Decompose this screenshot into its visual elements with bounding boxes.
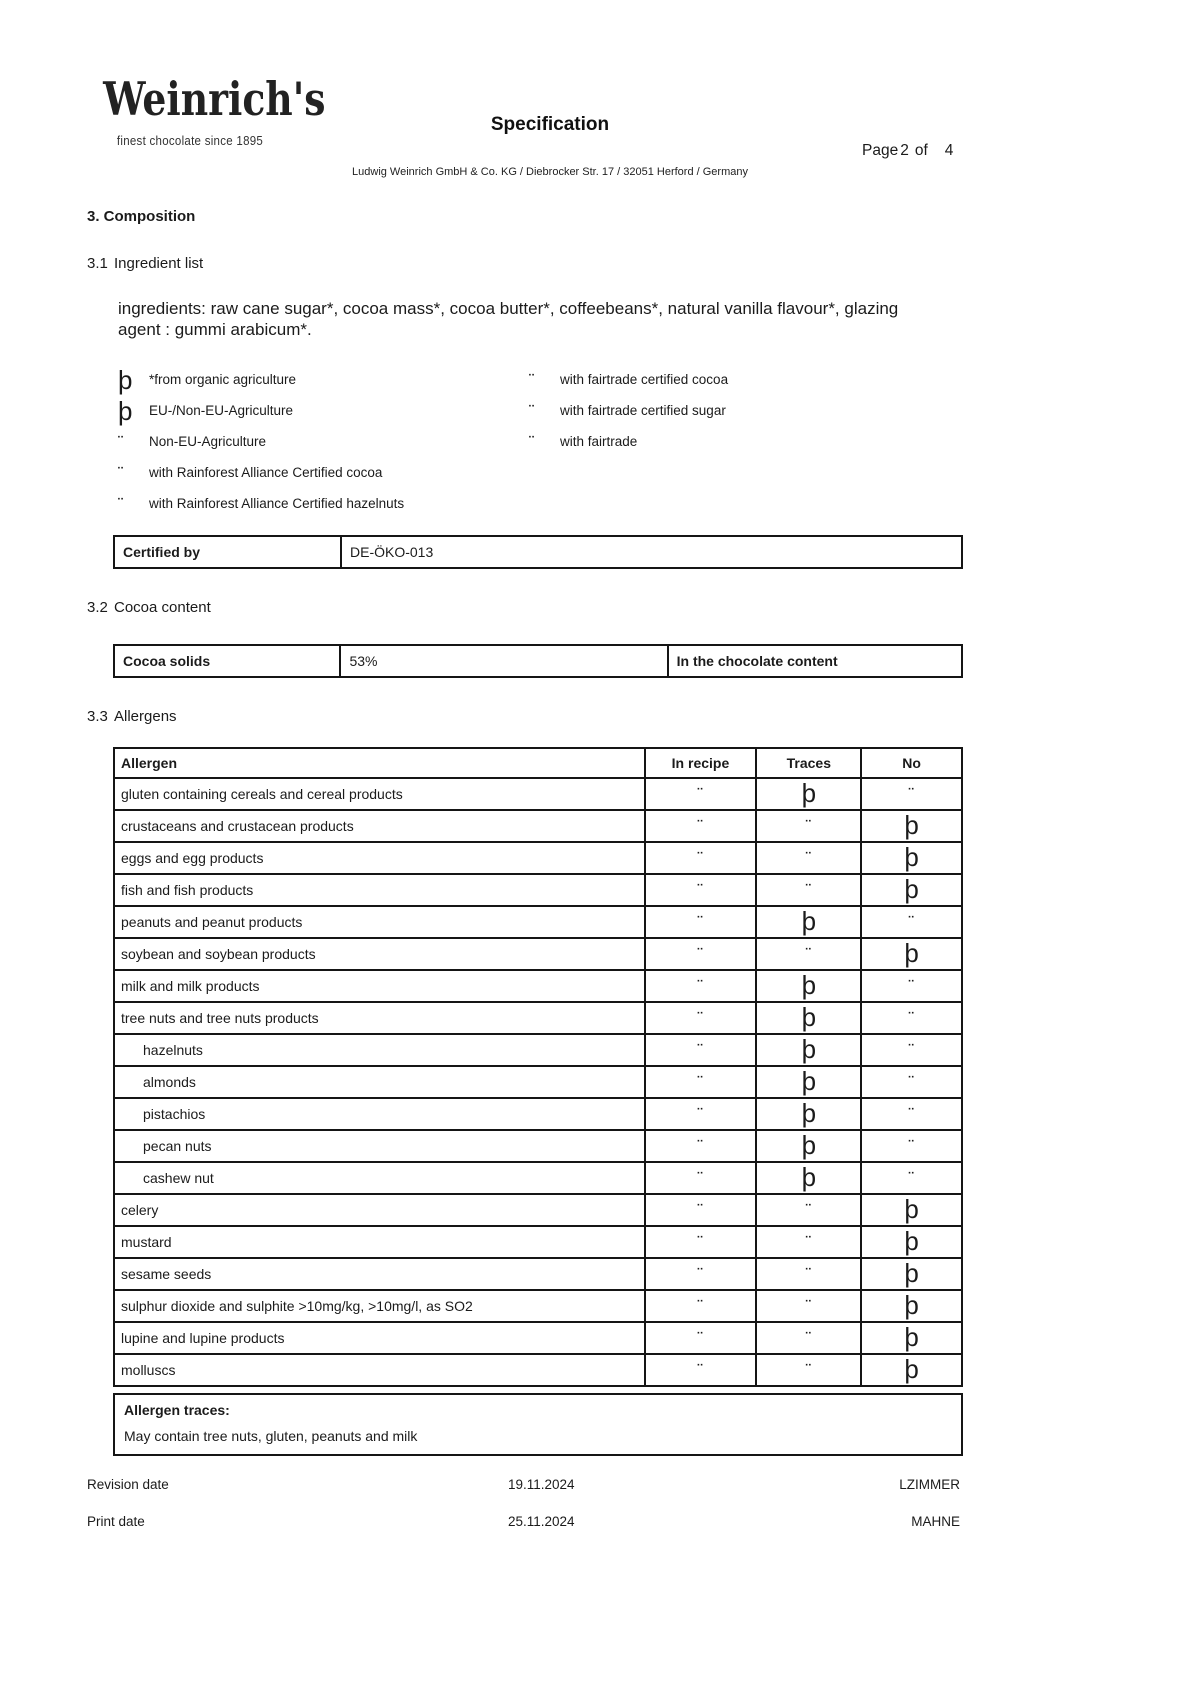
page-number-of: of <box>914 142 928 159</box>
table-row <box>114 1066 962 1098</box>
checkbox-unchecked-icon: ¨ <box>908 913 915 930</box>
mark-cell-unchecked <box>645 1098 757 1130</box>
checkbox-checked-icon: þ <box>801 969 817 1000</box>
cocoa-solids-label: Cocoa solids <box>114 645 340 677</box>
mark-cell-unchecked <box>756 1226 861 1258</box>
mark-cell-unchecked <box>756 842 861 874</box>
certification-options-left <box>87 364 529 519</box>
certified-by-table <box>113 535 963 569</box>
footer-date: 25.11.2024 <box>508 1514 575 1529</box>
mark-cell-unchecked <box>861 1002 962 1034</box>
table-row <box>114 842 962 874</box>
checkbox-unchecked-icon: ¨ <box>805 1329 812 1346</box>
option-checkbox <box>118 364 149 395</box>
checkbox-checked-icon: þ <box>801 1129 817 1160</box>
allergen-table <box>113 747 963 1387</box>
page-number-current: 2 <box>900 142 909 159</box>
allergen-name: pecan nuts <box>114 1130 645 1162</box>
mark-cell-unchecked <box>756 1354 861 1386</box>
mark-cell-checked <box>756 906 861 938</box>
section-heading-composition: 3. Composition <box>87 208 196 225</box>
mark-cell-unchecked <box>756 874 861 906</box>
checkbox-unchecked-icon: ¨ <box>697 1361 704 1378</box>
allergen-name: sesame seeds <box>114 1258 645 1290</box>
mark-cell-checked <box>756 1034 861 1066</box>
option-label: Non-EU-Agriculture <box>149 434 267 449</box>
checkbox-unchecked-icon: ¨ <box>805 881 812 898</box>
certification-option <box>529 426 949 457</box>
checkbox-checked-icon: þ <box>904 1353 919 1384</box>
checkbox-checked-icon: þ <box>801 905 817 936</box>
checkbox-unchecked-icon: ¨ <box>805 1297 812 1314</box>
table-row <box>114 938 962 970</box>
checkbox-unchecked-icon: ¨ <box>805 1265 812 1282</box>
checkbox-checked-icon: þ <box>801 1033 817 1064</box>
checkbox-unchecked-icon: ¨ <box>697 881 704 898</box>
mark-cell-unchecked <box>861 1098 962 1130</box>
allergen-name: lupine and lupine products <box>114 1322 645 1354</box>
mark-cell-unchecked <box>645 1066 757 1098</box>
checkbox-unchecked-icon: ¨ <box>805 1233 812 1250</box>
mark-cell-unchecked <box>645 842 757 874</box>
company-logo <box>84 72 326 148</box>
checkbox-unchecked-icon: ¨ <box>697 1105 704 1122</box>
checkbox-checked-icon: þ <box>118 364 133 395</box>
page-number-total: 4 <box>944 142 954 159</box>
mark-cell-unchecked <box>861 970 962 1002</box>
checkbox-unchecked-icon: ¨ <box>697 1137 704 1154</box>
mark-cell-unchecked <box>861 906 962 938</box>
column-header-allergen: Allergen <box>114 748 645 778</box>
checkbox-checked-icon: þ <box>904 1193 919 1224</box>
mark-cell-checked <box>861 1322 962 1354</box>
table-row <box>114 970 962 1002</box>
mark-cell-unchecked <box>861 1034 962 1066</box>
section-number: 3.3 <box>87 708 108 725</box>
footer-row <box>87 1503 960 1540</box>
footer-label: Print date <box>87 1514 145 1529</box>
mark-cell-checked <box>756 970 861 1002</box>
section-label: Cocoa content <box>114 599 211 616</box>
allergen-traces-title: Allergen traces: <box>124 1402 230 1418</box>
option-checkbox <box>118 395 149 426</box>
checkbox-checked-icon: þ <box>801 777 817 808</box>
mark-cell-checked <box>861 1194 962 1226</box>
mark-cell-unchecked <box>645 874 757 906</box>
table-row <box>114 645 962 677</box>
mark-cell-unchecked <box>645 810 757 842</box>
table-row <box>114 1162 962 1194</box>
mark-cell-unchecked <box>645 778 757 810</box>
checkbox-unchecked-icon: ¨ <box>908 977 915 994</box>
option-checkbox <box>118 434 149 449</box>
checkbox-unchecked-icon: ¨ <box>697 1201 704 1218</box>
allergen-name: eggs and egg products <box>114 842 645 874</box>
mark-cell-unchecked <box>861 1066 962 1098</box>
table-row <box>114 1034 962 1066</box>
table-row <box>114 1354 962 1386</box>
checkbox-checked-icon: þ <box>904 841 919 872</box>
section-heading-cocoa-content <box>87 599 967 616</box>
page-number-label: Page <box>862 142 899 159</box>
allergen-name: peanuts and peanut products <box>114 906 645 938</box>
option-label: with fairtrade <box>560 434 638 449</box>
certification-option <box>529 395 949 426</box>
table-row <box>114 536 962 568</box>
mark-cell-unchecked <box>756 1258 861 1290</box>
allergen-name: sulphur dioxide and sulphite >10mg/kg, >10mg/l, as SO2 <box>114 1290 645 1322</box>
checkbox-unchecked-icon: ¨ <box>908 785 915 802</box>
mark-cell-unchecked <box>756 1194 861 1226</box>
checkbox-unchecked-icon: ¨ <box>529 371 535 388</box>
checkbox-checked-icon: þ <box>904 1289 919 1320</box>
option-label: with fairtrade certified sugar <box>560 403 726 418</box>
logo-tagline: finest chocolate since 1895 <box>116 134 264 148</box>
checkbox-checked-icon: þ <box>801 1097 817 1128</box>
checkbox-unchecked-icon: ¨ <box>697 849 704 866</box>
footer-user: MAHNE <box>911 1514 960 1529</box>
section-number: 3.2 <box>87 599 108 616</box>
mark-cell-unchecked <box>645 970 757 1002</box>
mark-cell-checked <box>756 1066 861 1098</box>
option-checkbox <box>529 372 560 387</box>
checkbox-unchecked-icon: ¨ <box>908 1009 915 1026</box>
mark-cell-unchecked <box>645 1002 757 1034</box>
checkbox-unchecked-icon: ¨ <box>697 785 704 802</box>
cocoa-solids-value: 53% <box>340 645 667 677</box>
checkbox-checked-icon: þ <box>801 1001 817 1032</box>
option-label: *from organic agriculture <box>149 372 297 387</box>
certification-option <box>87 395 529 426</box>
mark-cell-checked <box>861 1226 962 1258</box>
table-row <box>114 874 962 906</box>
mark-cell-unchecked <box>861 1162 962 1194</box>
option-checkbox <box>118 465 149 480</box>
mark-cell-unchecked <box>861 778 962 810</box>
option-checkbox <box>529 403 560 418</box>
allergen-name: cashew nut <box>114 1162 645 1194</box>
section-number: 3.1 <box>87 255 108 272</box>
logo-wordmark: Weinrich's <box>103 72 326 126</box>
table-row <box>114 1098 962 1130</box>
mark-cell-unchecked <box>756 1322 861 1354</box>
option-label: with fairtrade certified cocoa <box>560 372 729 387</box>
mark-cell-unchecked <box>756 1290 861 1322</box>
checkbox-unchecked-icon: ¨ <box>697 1265 704 1282</box>
mark-cell-checked <box>861 842 962 874</box>
certification-option <box>87 426 529 457</box>
allergen-name: pistachios <box>114 1098 645 1130</box>
section-label: Allergens <box>114 708 177 725</box>
checkbox-unchecked-icon: ¨ <box>908 1169 915 1186</box>
allergen-name: soybean and soybean products <box>114 938 645 970</box>
checkbox-unchecked-icon: ¨ <box>697 1233 704 1250</box>
checkbox-checked-icon: þ <box>801 1065 817 1096</box>
certification-option <box>87 457 529 488</box>
certified-by-label: Certified by <box>114 536 341 568</box>
mark-cell-unchecked <box>645 938 757 970</box>
checkbox-unchecked-icon: ¨ <box>529 433 535 450</box>
allergen-name: molluscs <box>114 1354 645 1386</box>
mark-cell-unchecked <box>645 906 757 938</box>
cocoa-solids-note: In the chocolate content <box>668 645 962 677</box>
certification-option <box>87 488 529 519</box>
mark-cell-checked <box>756 1162 861 1194</box>
cocoa-content-table <box>113 644 963 678</box>
certification-option <box>529 364 949 395</box>
mark-cell-unchecked <box>645 1354 757 1386</box>
option-checkbox <box>529 434 560 449</box>
column-header-traces: Traces <box>756 748 861 778</box>
allergen-name: gluten containing cereals and cereal products <box>114 778 645 810</box>
checkbox-unchecked-icon: ¨ <box>697 1041 704 1058</box>
checkbox-unchecked-icon: ¨ <box>908 1041 915 1058</box>
allergen-name: mustard <box>114 1226 645 1258</box>
mark-cell-unchecked <box>645 1258 757 1290</box>
checkbox-unchecked-icon: ¨ <box>908 1073 915 1090</box>
option-label: EU-/Non-EU-Agriculture <box>149 403 294 418</box>
mark-cell-checked <box>756 1130 861 1162</box>
checkbox-unchecked-icon: ¨ <box>697 1297 704 1314</box>
allergen-name: fish and fish products <box>114 874 645 906</box>
allergen-name: tree nuts and tree nuts products <box>114 1002 645 1034</box>
table-row <box>114 1258 962 1290</box>
allergen-traces-box <box>113 1393 963 1456</box>
document-footer <box>87 1466 960 1540</box>
checkbox-unchecked-icon: ¨ <box>697 1073 704 1090</box>
checkbox-unchecked-icon: ¨ <box>697 977 704 994</box>
checkbox-unchecked-icon: ¨ <box>529 402 535 419</box>
checkbox-unchecked-icon: ¨ <box>805 1361 812 1378</box>
mark-cell-unchecked <box>645 1226 757 1258</box>
allergen-name: celery <box>114 1194 645 1226</box>
footer-date: 19.11.2024 <box>508 1477 575 1492</box>
mark-cell-checked <box>861 1354 962 1386</box>
document-body <box>87 208 967 1456</box>
footer-user: LZIMMER <box>899 1477 960 1492</box>
column-header-no: No <box>861 748 962 778</box>
checkbox-checked-icon: þ <box>904 873 919 904</box>
table-row <box>114 778 962 810</box>
checkbox-checked-icon: þ <box>904 1321 919 1352</box>
checkbox-checked-icon: þ <box>904 1257 919 1288</box>
certified-by-value: DE-ÖKO-013 <box>341 536 962 568</box>
table-row <box>114 810 962 842</box>
option-label: with Rainforest Alliance Certified hazelnuts <box>149 496 405 511</box>
allergen-traces-text: May contain tree nuts, gluten, peanuts and milk <box>124 1428 418 1444</box>
mark-cell-unchecked <box>645 1034 757 1066</box>
mark-cell-checked <box>756 1002 861 1034</box>
allergen-name: almonds <box>114 1066 645 1098</box>
mark-cell-checked <box>756 1098 861 1130</box>
allergen-table-body <box>114 778 962 1386</box>
mark-cell-checked <box>861 810 962 842</box>
table-row <box>114 1226 962 1258</box>
checkbox-checked-icon: þ <box>904 1225 919 1256</box>
checkbox-unchecked-icon: ¨ <box>908 1105 915 1122</box>
checkbox-unchecked-icon: ¨ <box>805 1201 812 1218</box>
table-row <box>114 1002 962 1034</box>
checkbox-unchecked-icon: ¨ <box>697 913 704 930</box>
checkbox-unchecked-icon: ¨ <box>697 1329 704 1346</box>
checkbox-unchecked-icon: ¨ <box>118 464 124 481</box>
mark-cell-unchecked <box>756 810 861 842</box>
option-checkbox <box>118 496 149 511</box>
table-row <box>114 1194 962 1226</box>
checkbox-unchecked-icon: ¨ <box>118 433 124 450</box>
section-heading-allergens <box>87 708 967 725</box>
section-label: Ingredient list <box>114 255 204 272</box>
mark-cell-checked <box>861 938 962 970</box>
checkbox-unchecked-icon: ¨ <box>697 817 704 834</box>
checkbox-unchecked-icon: ¨ <box>118 495 124 512</box>
section-heading-ingredient-list <box>87 255 967 272</box>
mark-cell-unchecked <box>645 1194 757 1226</box>
checkbox-unchecked-icon: ¨ <box>805 849 812 866</box>
allergen-name: milk and milk products <box>114 970 645 1002</box>
checkbox-checked-icon: þ <box>118 395 133 426</box>
table-row <box>114 1130 962 1162</box>
checkbox-unchecked-icon: ¨ <box>908 1137 915 1154</box>
table-row <box>114 1322 962 1354</box>
ingredients-text: ingredients: raw cane sugar*, cocoa mass*, cocoa butter*, coffeebeans*, natural vanilla flavour*, glazing agent : gummi arabicum*. <box>118 299 899 339</box>
page-title: Specification <box>490 114 610 135</box>
mark-cell-checked <box>756 778 861 810</box>
certification-option <box>87 364 529 395</box>
checkbox-checked-icon: þ <box>904 809 919 840</box>
mark-cell-unchecked <box>645 1290 757 1322</box>
allergen-table-header-row <box>114 748 962 778</box>
checkbox-checked-icon: þ <box>801 1161 817 1192</box>
page-number <box>862 142 953 160</box>
footer-row <box>87 1466 960 1503</box>
checkbox-unchecked-icon: ¨ <box>805 945 812 962</box>
footer-label: Revision date <box>87 1477 169 1492</box>
mark-cell-checked <box>861 1290 962 1322</box>
column-header-in-recipe: In recipe <box>645 748 757 778</box>
option-label: with Rainforest Alliance Certified cocoa <box>149 465 383 480</box>
certification-options-right <box>529 364 949 519</box>
mark-cell-unchecked <box>645 1162 757 1194</box>
checkbox-checked-icon: þ <box>904 937 919 968</box>
mark-cell-checked <box>861 874 962 906</box>
mark-cell-unchecked <box>756 938 861 970</box>
allergen-name: crustaceans and crustacean products <box>114 810 645 842</box>
company-address-line: Ludwig Weinrich GmbH & Co. KG / Diebrocker Str. 17 / 32051 Herford / Germany <box>352 166 748 178</box>
checkbox-unchecked-icon: ¨ <box>805 817 812 834</box>
table-row <box>114 1290 962 1322</box>
mark-cell-unchecked <box>861 1130 962 1162</box>
mark-cell-unchecked <box>645 1130 757 1162</box>
checkbox-unchecked-icon: ¨ <box>697 1169 704 1186</box>
table-row <box>114 906 962 938</box>
allergen-name: hazelnuts <box>114 1034 645 1066</box>
mark-cell-checked <box>861 1258 962 1290</box>
checkbox-unchecked-icon: ¨ <box>697 945 704 962</box>
checkbox-unchecked-icon: ¨ <box>697 1009 704 1026</box>
mark-cell-unchecked <box>645 1322 757 1354</box>
certification-options <box>87 364 967 519</box>
